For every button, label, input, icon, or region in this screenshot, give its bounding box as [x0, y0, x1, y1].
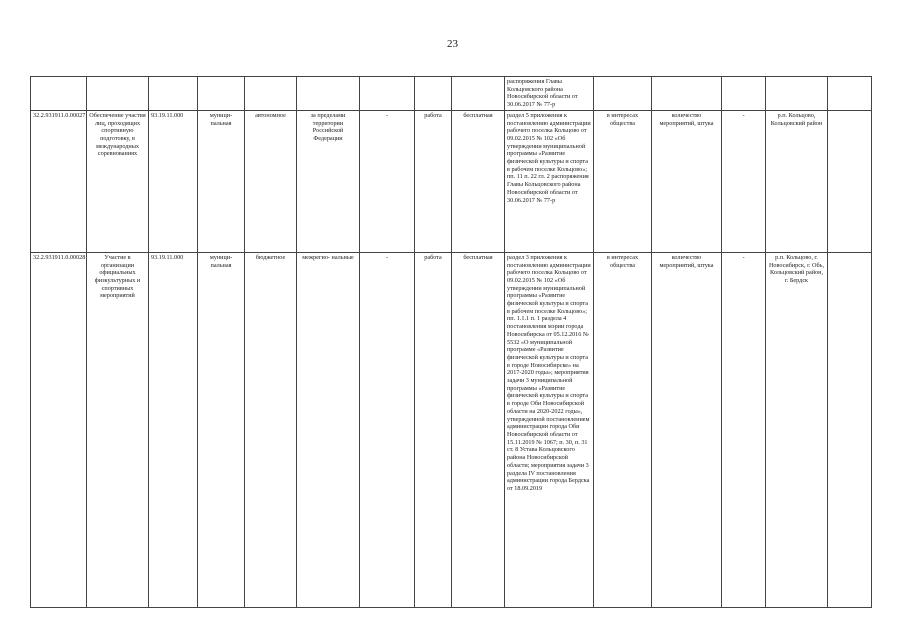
- table-row: [31, 110, 872, 252]
- table-row: [31, 77, 872, 111]
- cell-location: р.п. Кольцово, г. Новосибирск, г. Обь, Кольцовский район, г. Бердск: [766, 252, 828, 607]
- cell-okved: 93.19.11.000: [149, 110, 198, 252]
- cell-dash: -: [360, 110, 415, 252]
- cell-indicator: [652, 77, 722, 111]
- cell-location: [766, 77, 828, 111]
- cell-extra: [828, 252, 872, 607]
- cell-name: Обеспечение участия лиц, проходящих спортивную подготовку, в международных соревнованиях: [87, 110, 149, 252]
- cell-institution-type: бюджетное: [245, 252, 297, 607]
- cell-level: муници- пальная: [198, 110, 245, 252]
- cell-institution-type: [245, 77, 297, 111]
- cell-basis: раздел 5 приложения к постановлению администрации рабочего поселка Кольцово от 09.02.2015 № 102 «Об утверждении муниципальной программы «Развитие физической культуры и спорта в рабочем поселке Кольцово»; пп. 11 п. 22 гл. 2 распоряжения Главы Кольцовского района Новосибирской области от 30.06.2017 № 77-р: [505, 110, 594, 252]
- cell-payment: бесплатная: [452, 252, 505, 607]
- cell-basis: распоряжения Главы Кольцовского района Новосибирской области от 30.06.2017 № 77-р: [505, 77, 594, 111]
- table-row: [31, 252, 872, 607]
- cell-kind: работа: [415, 110, 452, 252]
- cell-code: 32.2.931911.0.00028: [31, 252, 87, 607]
- cell-dash: -: [360, 252, 415, 607]
- cell-level: муници- пальная: [198, 252, 245, 607]
- cell-territory: [297, 77, 360, 111]
- cell-interest: [594, 77, 652, 111]
- cell-level: [198, 77, 245, 111]
- cell-interest: в интересах общества: [594, 252, 652, 607]
- cell-basis: раздел 3 приложения к постановлению администрации рабочего поселка Кольцово от 09.02.2015 № 102 «Об утверждении муниципальной программы «Развитие физической культуры и спорта в рабочем поселке Кольцово»; пп. 1.1.1 п. 1 раздела 4 постановления мэрии города Новосибирска от 05.12.2016 № 5532 «О муниципальной программе «Развитие физической культуры и спорта в городе Новосибирске» на 2017-2020 годы»; мероприятия задачи 3 муниципальной программы «Развитие физической культуры и спорта в городе Оби Новосибирской области на 2020-2022 годы», утвержденной постановлением администрации города Оби Новосибирской области от 15.11.2019 № 1067; п. 30, п. 31 ст. 8 Устава Кольцовского района Новосибирской области; мероприятия задачи 3 раздела IV постановления администрации города Бердска от 18.09.2019: [505, 252, 594, 607]
- cell-kind: работа: [415, 252, 452, 607]
- cell-okved: 93.19.11.000: [149, 252, 198, 607]
- cell-location: р.п. Кольцово, Кольцовский район: [766, 110, 828, 252]
- cell-interest: в интересах общества: [594, 110, 652, 252]
- cell-dash2: -: [722, 252, 766, 607]
- cell-indicator: количество мероприятий, штука: [652, 110, 722, 252]
- cell-name: Участие в организации официальных физкультурных и спортивных мероприятий: [87, 252, 149, 607]
- cell-indicator: количество мероприятий, штука: [652, 252, 722, 607]
- cell-kind: [415, 77, 452, 111]
- cell-territory: за пределами территории Российской Федерации: [297, 110, 360, 252]
- cell-okved: [149, 77, 198, 111]
- page-number: 23: [447, 38, 458, 50]
- cell-payment: бесплатная: [452, 110, 505, 252]
- cell-dash2: [722, 77, 766, 111]
- cell-dash2: -: [722, 110, 766, 252]
- cell-extra: [828, 77, 872, 111]
- cell-dash: [360, 77, 415, 111]
- cell-code: [31, 77, 87, 111]
- cell-payment: [452, 77, 505, 111]
- cell-territory: межрегио- нальные: [297, 252, 360, 607]
- cell-code: 32.2.931911.0.00027: [31, 110, 87, 252]
- cell-extra: [828, 110, 872, 252]
- cell-name: [87, 77, 149, 111]
- registry-table: [30, 76, 872, 608]
- cell-institution-type: автономное: [245, 110, 297, 252]
